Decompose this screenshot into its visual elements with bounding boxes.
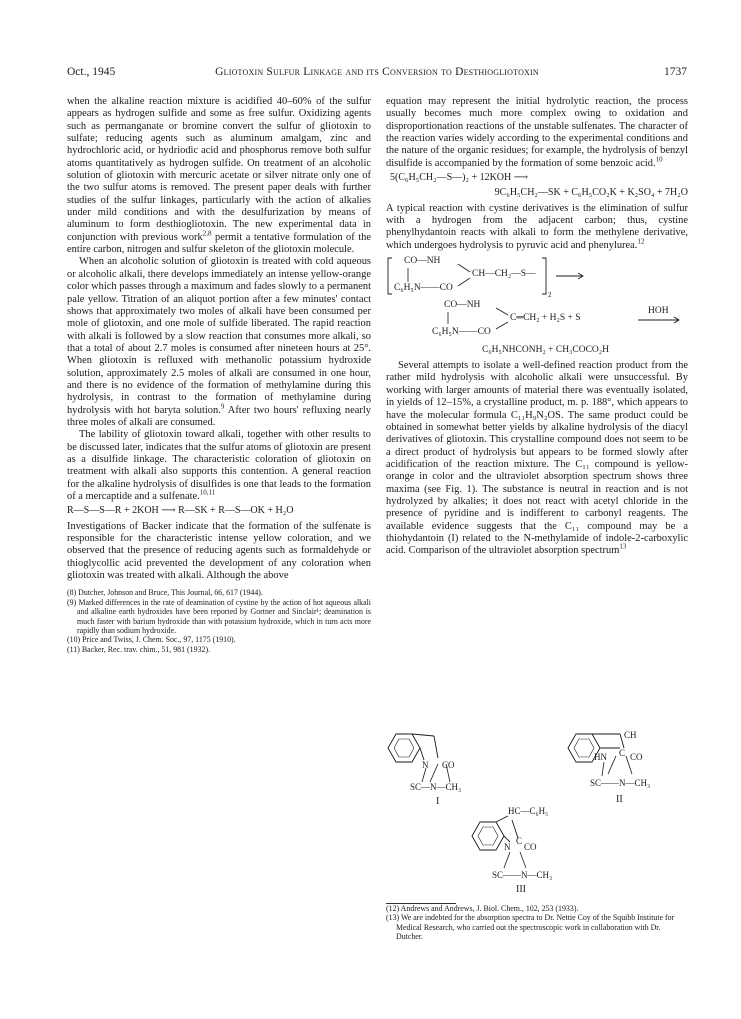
right-column (386, 96, 688, 558)
running-header (67, 66, 687, 84)
structure-I-n: N (422, 760, 429, 770)
footnote: (11) Backer, Rec. trav. chim., 51, 981 (1932). (67, 644, 211, 654)
footnote: (13) We are indebted for the absorption spectra to Dr. Nettie Coy of the Squibb Institute for Medical Research, who carried out the spectroscopic work in collaboration with Dr. Dutcher. (386, 913, 675, 942)
structure-II-ch: CH (624, 730, 637, 740)
scheme-subscript: 2 (548, 291, 552, 300)
left-column (67, 96, 371, 654)
paragraph: equation may represent the initial hydrolytic reaction, the process usually becomes much more complex owing to oxidation and disproportionation reactions of the unstable sulfenates. The character of the reaction varies widely according to the experimental conditions and the nature of the organic residues; for example, the hydrolysis of benzyl disulfide is accompanied by the formation of some benzoic acid.$^{10}$ (386, 96, 688, 169)
scheme-co-nh-2: CO—NH (444, 300, 481, 311)
scheme-bonds (386, 254, 688, 358)
structure-I-label: I (436, 796, 440, 807)
footnote: (10) Price and Twiss, J. Chem. Soc., 97, 1175 (1910). (67, 635, 236, 645)
structure-III-co: CO (524, 842, 537, 852)
structure-I (388, 734, 450, 782)
scheme-methylene: C═CH₂ + H₂S + S (510, 313, 581, 324)
header-title: Gliotoxin Sulfur Linkage and its Conversion to Desthiogliotoxin (215, 66, 539, 78)
structure-II-label: II (616, 794, 623, 805)
structure-II-hn: HN (594, 752, 607, 762)
structure-I-sc: SC—N—CH₃ (410, 782, 462, 792)
equation-benzyl-disulfide-line1: 5(C₆H₅CH₂—S—)₂ + 12KOH ⟶ (390, 172, 529, 184)
scheme-co-nh: CO—NH (404, 256, 441, 267)
structure-II-sc: SC——N—CH₃ (590, 778, 651, 788)
scheme-ch-ch2-s: CH—CH₂—S— (472, 269, 536, 280)
structure-III-hc: HC—C₆H₅ (508, 806, 549, 816)
paragraph: The lability of gliotoxin toward alkali, together with other results to be discussed later, indicates that the sulfur atoms of gliotoxin are present as a disulfide linkage. The characteristic coloration of gliotoxin on treatment with alkali also supports this contention. A general reaction for the alkaline hydrolysis of disulfides is one that leads to the formation of a mercaptide and a sulfenate.$^{10,11}$ (67, 429, 371, 502)
scheme-products: C₆H₅NHCONH₂ + CH₃COCO₂H (482, 345, 609, 356)
paragraph: Several attempts to isolate a well-defined reaction product from the rather mild hydrolysis with alcoholic alkali were unsuccessful. By working with larger amounts of material there was eventually isolated, in yields of 12–15%, a crystalline product, m. p. 188°, which appears to have the molecular formula C₁₁H₉N₂OS. The same product could be obtained in somewhat better yields by alkaline hydrolysis of the diacyl derivatives of gliotoxin. This crystalline compound does not seem to be a direct product of hydrolysis but appears to be formed slowly after acidification of the reaction mixture. The C₁₁ compound is yellow-orange in color and the ultraviolet absorption spectrum shows three maxima (see Fig. 1). The substance is neutral in reaction and is not hydrolyzed by alkalies; it does not react with acetyl chloride in the presence of pyridine and is indifferent to carbonyl reagents. The available evidence suggests that the C₁₁ compound may be a thiohydantoin (I) related to the N-methylamide of indole-2-carboxylic acid. Comparison of the ultraviolet absorption spectrum$^{13}$ (386, 360, 688, 557)
paragraph: When an alcoholic solution of gliotoxin is treated with cold aqueous or alcoholic alkali, there develops immediately an intense yellow-orange color which passes through a maximum and fades slowly to a permanent pale yellow. Titration of an aliquot portion after a few minutes' contact shows that approximately two moles of alkali have been consumed per mole of gliotoxin, and one mole of sulfide liberated. The rapid reaction with alkali is followed by a slow reaction that consumes more alkali, so that a total of about 2.7 moles is consumed after nineteen hours at 25°. When gliotoxin is refluxed with methanolic potassium hydroxide solution, approximately 2.5 moles of alkali are consumed in one hour, and there is no evidence of the formation of methylamine during this hydrolysis, in contrast to the formation of methylamine during hydrolysis with hot baryta solution.$^9$ After two hours' refluxing nearly three moles of alkali are consumed. (67, 256, 372, 428)
page-number: 1737 (664, 66, 687, 78)
structure-III-sc: SC——N—CH₃ (492, 870, 553, 880)
header-date: Oct., 1945 (67, 66, 116, 78)
paragraph: Investigations of Backer indicate that the formation of the sulfenate is responsible for the characteristic intense yellow coloration, and we observed that the presence of reducing agents such as formaldehyde or thioglycollic acid prevented the development of any coloration when gliotoxin was treated with alkali. Although the above (67, 520, 371, 582)
equation-benzyl-disulfide-line2: 9C₆H₅CH₂—SK + C₆H₅CO₂K + K₂SO₄ + 7H₂O (494, 187, 688, 199)
footnotes-left (67, 588, 371, 654)
structure-drawings (376, 730, 696, 895)
structures-block (376, 730, 696, 895)
footnote: (8) Dutcher, Johnson and Bruce, This Journal, 66, 617 (1944). (67, 588, 263, 598)
scheme-c6h5n-co-2: C₆H₅N——CO (432, 327, 491, 338)
scheme-c6h5n-co: C₆H₅N——CO (394, 283, 453, 294)
structure-II-co: CO (630, 752, 643, 762)
scheme-hoh: HOH (648, 306, 669, 317)
structure-III-label: III (516, 884, 526, 895)
footnote: (9) Marked differences in the rate of deamination of cystine by the action of hot aqueous alkali and alkaline earth hydroxides have been reported by Gortner and Sinclair¹; deamination is much faster with barium hydroxide than with potassium hydroxide, which in turn acts more rapidly than sodium hydroxide. (67, 597, 371, 636)
footnote: (12) Andrews and Andrews, J. Biol. Chem., 102, 253 (1933). (386, 904, 579, 913)
structure-II-c: C (619, 748, 626, 758)
structure-III-n: N (504, 842, 511, 852)
cystine-reaction-scheme (386, 254, 688, 358)
paragraph: A typical reaction with cystine derivatives is the elimination of sulfur with a hydrogen from the adjacent carbon; thus, cystine phenylhydantoin reacts with alkali to form the methylene derivative, which undergoes hydrolysis to pyruvic acid and phenylurea.$^{12}$ (386, 202, 688, 251)
paragraph: when the alkaline reaction mixture is acidified 40–60% of the sulfur appears as hydrogen sulfide and some as free sulfur. Oxidizing agents such as permanganate or bromine convert the sulfur of gliotoxin to sulfate; reducing agents such as aluminum amalgam, zinc and hydrochloric acid, or hydriodic acid and phosphorus remove both sulfur atoms quantitatively as hydrogen sulfide. On treatment of an alcoholic solution of gliotoxin with mercuric acetate or silver nitrate only one of the two sulfur atoms is removed. The present paper deals with further studies of the sulfur linkages, particularly with the action of alkalies under mild conditions and with the desulfurization by means of aluminum to form desthiogliotoxin. The new experimental data in conjunction with previous work$^{2,8}$ permit a tentative formulation of the entire carbon, nitrogen and sulfur skeleton of the gliotoxin molecule. (67, 96, 371, 256)
structure-I-co: CO (442, 760, 455, 770)
equation-disulfide-hydrolysis: R—S—S—R + 2KOH ⟶ R—SK + R—S—OK + H₂O (67, 505, 294, 517)
structure-III-c: C (516, 836, 523, 846)
footnotes-right (386, 903, 688, 942)
